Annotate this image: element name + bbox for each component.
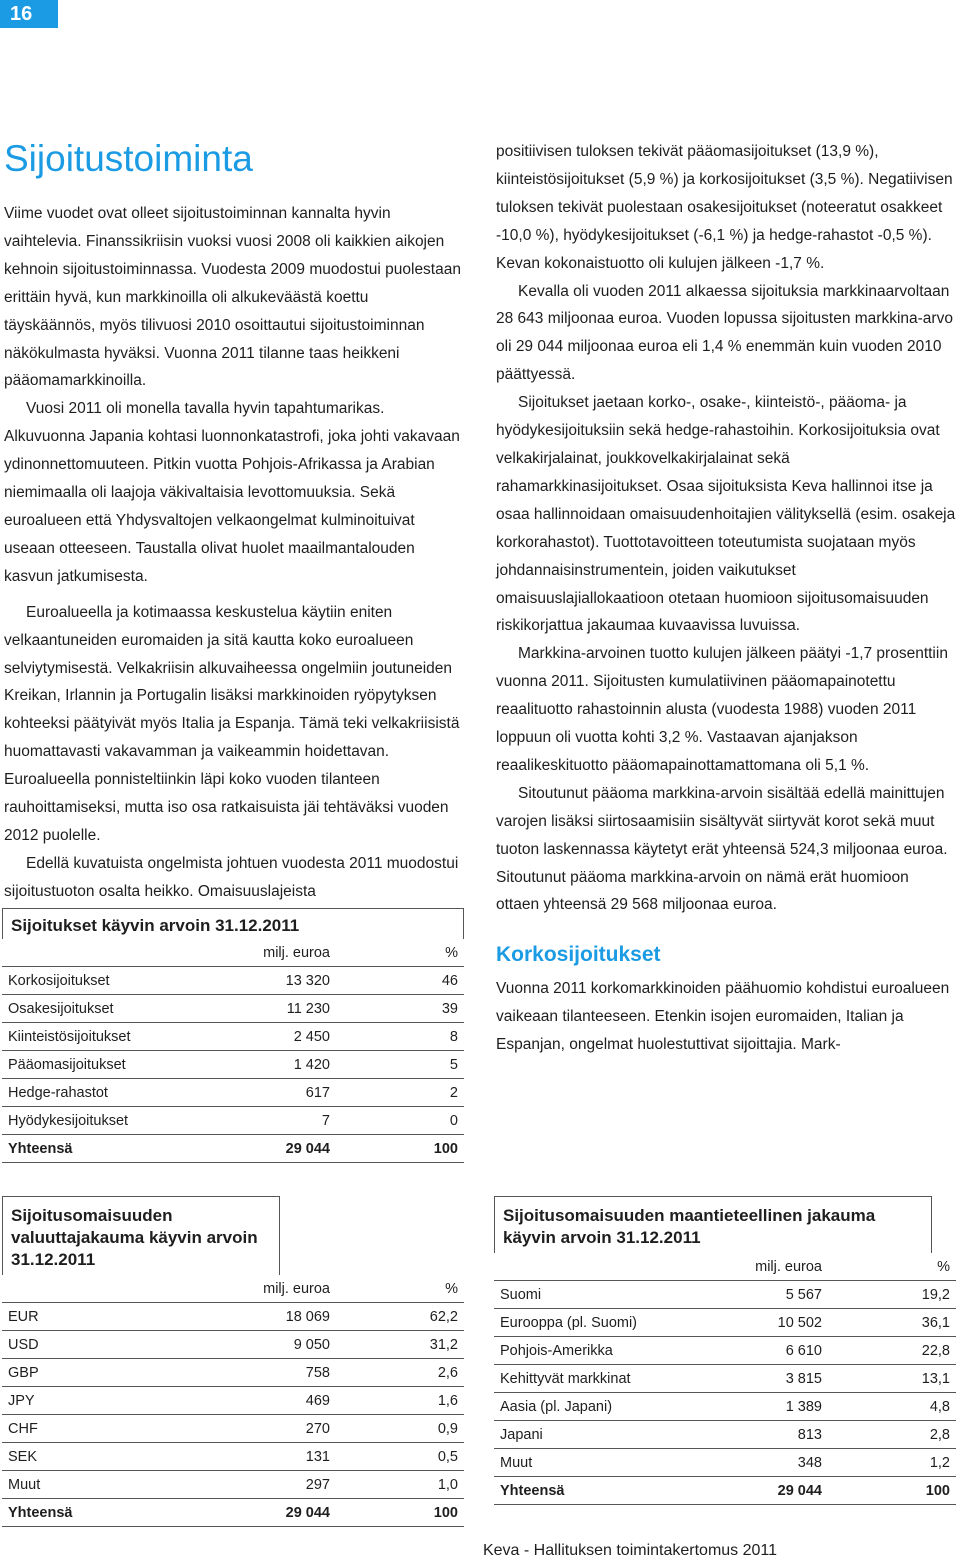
cell-pct: 2,8	[828, 1421, 956, 1449]
table-row	[2, 995, 464, 1023]
cell-label: EUR	[2, 1303, 204, 1331]
right-paragraph: Sijoitukset jaetaan korko-, osake-, kiinteistö-, pääoma- ja hyödykesijoituksiin sekä hedge-rahastoihin. Korkosijoituksia ovat velkakirjalainat, joukkovelkakirjalainat sekä rahamarkkinasijoitukset. Osaa sijoituksista Keva hallinnoi itse ja osaa hallinnoidaan omaisuudenhoitajien välityksellä (esim. osakeja korkorahastot). Tuottotavoitteen toteutumista suojataan myös johdannaisinstrumentein, joiden vaikutukset omaisuuslajiallokaatioon otetaan huomioon sijoitusomaisuuden riskikorjattua jakaumaa kuvaavissa luvuissa.	[496, 394, 956, 635]
cell-value: 29 044	[696, 1477, 828, 1505]
table-row	[2, 1359, 464, 1387]
cell-label: Japani	[494, 1421, 696, 1449]
table-row	[2, 1387, 464, 1415]
cell-value: 6 610	[696, 1337, 828, 1365]
table-row	[2, 967, 464, 995]
table	[2, 939, 464, 1163]
header-cell	[2, 1275, 204, 1303]
footer-text: Keva - Hallituksen toimintakertomus 2011	[482, 1542, 778, 1559]
cell-pct: 2	[336, 1079, 464, 1107]
cell-label: Hyödykesijoitukset	[2, 1107, 204, 1135]
table	[494, 1253, 956, 1505]
header-value: milj. euroa	[696, 1253, 828, 1281]
header-value: milj. euroa	[204, 939, 336, 967]
table-header-row	[494, 1253, 956, 1281]
table-row	[494, 1365, 956, 1393]
cell-value: 10 502	[696, 1309, 828, 1337]
cell-pct: 19,2	[828, 1281, 956, 1309]
cell-label: Kiinteistösijoitukset	[2, 1023, 204, 1051]
cell-value: 813	[696, 1421, 828, 1449]
header-value: milj. euroa	[204, 1275, 336, 1303]
cell-pct: 13,1	[828, 1365, 956, 1393]
table-row	[2, 1415, 464, 1443]
table-title: Sijoitusomaisuuden maantieteellinen jakauma käyvin arvoin 31.12.2011	[494, 1196, 932, 1253]
header-percent: %	[828, 1253, 956, 1281]
right-column	[496, 138, 956, 1059]
table-row	[2, 1443, 464, 1471]
cell-value: 7	[204, 1107, 336, 1135]
table-row	[494, 1337, 956, 1365]
cell-pct: 100	[336, 1499, 464, 1527]
cell-pct: 4,8	[828, 1393, 956, 1421]
table-row	[2, 1079, 464, 1107]
cell-pct: 8	[336, 1023, 464, 1051]
cell-label: Suomi	[494, 1281, 696, 1309]
table-row	[494, 1421, 956, 1449]
cell-value: 13 320	[204, 967, 336, 995]
left-column	[4, 200, 464, 906]
table-total-row	[2, 1135, 464, 1163]
table-title: Sijoitukset käyvin arvoin 31.12.2011	[2, 908, 464, 939]
cell-label: Yhteensä	[2, 1135, 204, 1163]
left-paragraph: Edellä kuvatuista ongelmista johtuen vuodesta 2011 muodostui sijoitustuoton osalta heikko. Omaisuuslajeista	[4, 854, 459, 900]
cell-label: Kehittyvät markkinat	[494, 1365, 696, 1393]
cell-value: 270	[204, 1415, 336, 1443]
geographic-table	[494, 1196, 956, 1505]
cell-label: SEK	[2, 1443, 204, 1471]
right-paragraph: Vuonna 2011 korkomarkkinoiden päähuomio kohdistui euroalueen vaikeaan tilanteeseen. Etenkin isojen euromaiden, Italian ja Espanjan, ongelmat huolestuttivat sijoittajia. Mark-	[496, 980, 950, 1054]
cell-label: Yhteensä	[494, 1477, 696, 1505]
cell-label: Pohjois-Amerikka	[494, 1337, 696, 1365]
cell-label: USD	[2, 1331, 204, 1359]
cell-pct: 2,6	[336, 1359, 464, 1387]
cell-pct: 1,2	[828, 1449, 956, 1477]
table-total-row	[494, 1477, 956, 1505]
cell-pct: 22,8	[828, 1337, 956, 1365]
header-percent: %	[336, 1275, 464, 1303]
table-row	[494, 1309, 956, 1337]
cell-label: Osakesijoitukset	[2, 995, 204, 1023]
table-row	[2, 1303, 464, 1331]
table-row	[494, 1449, 956, 1477]
left-paragraph: Vuosi 2011 oli monella tavalla hyvin tapahtumarikas. Alkuvuonna Japania kohtasi luonnonkatastrofi, joka johti vakavaan ydinonnettomuuteen. Pitkin vuotta Pohjois-Afrikassa ja Arabian niemimaalla oli laajoja väkivaltaisia levottomuuksia. Sekä euroalueen että Yhdysvaltojen velkaongelmat kulminoituivat useaan otteeseen. Taustalla olivat huolet maailmantalouden kasvun jatkumisesta.	[4, 400, 460, 585]
right-paragraph: Markkina-arvoinen tuotto kulujen jälkeen päätyi -1,7 prosenttiin vuonna 2011. Sijoitusten kumulatiivinen pääomapainotettu reaalituotto rahastoinnin alusta (vuodesta 1988) vuoden 2011 loppuun oli vuotta kohti 3,2 %. Vastaavan ajanjakson reaalikeskituotto pääomapainottamattomana oli 5,1 %.	[496, 645, 948, 774]
cell-pct: 0,9	[336, 1415, 464, 1443]
table-header-row	[2, 939, 464, 967]
table-header-row	[2, 1275, 464, 1303]
table-row	[2, 1107, 464, 1135]
cell-pct: 39	[336, 995, 464, 1023]
cell-label: JPY	[2, 1387, 204, 1415]
cell-pct: 1,0	[336, 1471, 464, 1499]
table-row	[2, 1051, 464, 1079]
cell-label: Aasia (pl. Japani)	[494, 1393, 696, 1421]
header-cell	[2, 939, 204, 967]
cell-value: 297	[204, 1471, 336, 1499]
cell-pct: 36,1	[828, 1309, 956, 1337]
cell-value: 3 815	[696, 1365, 828, 1393]
cell-value: 29 044	[204, 1499, 336, 1527]
cell-label: Pääomasijoitukset	[2, 1051, 204, 1079]
page-title: Sijoitustoiminta	[4, 138, 253, 179]
cell-pct: 100	[828, 1477, 956, 1505]
cell-label: Eurooppa (pl. Suomi)	[494, 1309, 696, 1337]
cell-label: Korkosijoitukset	[2, 967, 204, 995]
cell-pct: 0	[336, 1107, 464, 1135]
cell-label: Muut	[494, 1449, 696, 1477]
table-row	[2, 1023, 464, 1051]
cell-label: CHF	[2, 1415, 204, 1443]
page-number: 16	[0, 0, 58, 28]
table	[2, 1275, 464, 1527]
cell-value: 348	[696, 1449, 828, 1477]
table-row	[2, 1471, 464, 1499]
cell-value: 5 567	[696, 1281, 828, 1309]
right-paragraph: Sitoutunut pääoma markkina-arvoin sisältää edellä mainittujen varojen lisäksi siirtosaamisiin sisältyvät siirtyvät korot sekä muut tuoton laskennassa käytetyt erät yhteensä 524,3 miljoonaa euroa. Sitoutunut pääoma markkina-arvoin on nämä erät huomioon ottaen yhteensä 29 568 miljoonaa euroa.	[496, 784, 948, 914]
cell-pct: 1,6	[336, 1387, 464, 1415]
cell-label: Hedge-rahastot	[2, 1079, 204, 1107]
table-row	[494, 1393, 956, 1421]
cell-value: 469	[204, 1387, 336, 1415]
right-paragraph: positiivisen tuloksen tekivät pääomasijoitukset (13,9 %), kiinteistösijoitukset (5,9 %) ja korkosijoitukset (3,5 %). Negatiivisen tuloksen tekivät puolestaan osakesijoitukset (noteeratut osakkeet -10,0 %), hyödykesijoitukset (-6,1 %) ja hedge-rahastot -0,5 %). Kevan kokonaistuotto oli kulujen jälkeen -1,7 %.	[496, 143, 953, 272]
cell-pct: 31,2	[336, 1331, 464, 1359]
table-title: Sijoitusomaisuuden valuuttajakauma käyvin arvoin 31.12.2011	[2, 1196, 280, 1275]
cell-label: GBP	[2, 1359, 204, 1387]
page-footer	[0, 1542, 960, 1560]
cell-value: 2 450	[204, 1023, 336, 1051]
left-paragraph: Viime vuodet ovat olleet sijoitustoiminnan kannalta hyvin vaihtelevia. Finanssikriisin vuoksi vuosi 2008 oli kaikkien aikojen kehnoin sijoitustoiminnassa. Vuodesta 2009 muodostui puolestaan erittäin hyvä, kun markkinoilla oli alkukeväästä koettu täyskäännös, myös tilivuosi 2010 osoittautui sijoitustoiminnan näkökulmasta hyväksi. Vuonna 2011 tilanne taas heikkeni pääomamarkkinoilla.	[4, 205, 461, 390]
cell-pct: 62,2	[336, 1303, 464, 1331]
header-percent: %	[336, 939, 464, 967]
section-heading: Korkosijoitukset	[496, 943, 661, 967]
table-row	[2, 1331, 464, 1359]
cell-pct: 46	[336, 967, 464, 995]
table-total-row	[2, 1499, 464, 1527]
cell-value: 617	[204, 1079, 336, 1107]
cell-value: 29 044	[204, 1135, 336, 1163]
cell-pct: 0,5	[336, 1443, 464, 1471]
cell-value: 1 420	[204, 1051, 336, 1079]
cell-label: Yhteensä	[2, 1499, 204, 1527]
header-cell	[494, 1253, 696, 1281]
cell-value: 11 230	[204, 995, 336, 1023]
table-row	[494, 1281, 956, 1309]
currency-table	[2, 1196, 464, 1527]
cell-value: 758	[204, 1359, 336, 1387]
cell-value: 9 050	[204, 1331, 336, 1359]
cell-value: 131	[204, 1443, 336, 1471]
cell-value: 1 389	[696, 1393, 828, 1421]
cell-pct: 100	[336, 1135, 464, 1163]
cell-pct: 5	[336, 1051, 464, 1079]
cell-value: 18 069	[204, 1303, 336, 1331]
cell-label: Muut	[2, 1471, 204, 1499]
left-paragraph: Euroalueella ja kotimaassa keskustelua käytiin eniten velkaantuneiden euromaiden ja sitä kautta koko euroalueen selviytymisestä. Velkakriisin alkuvaiheessa ongelmiin joutuneiden Kreikan, Irlannin ja Portugalin lisäksi markkinoiden ryöpytyksen kohteeksi päätyivät myös Italia ja Espanja. Tämä teki velkakriisistä huomattavasti vakavamman ja vaikeammin hoidettavan. Euroalueella ponnisteltiinkin läpi koko vuoden tilanteen rauhoittamiseksi, mutta iso osa ratkaisuista jäi tehtäväksi vuoden 2012 puolelle.	[4, 603, 460, 844]
investments-table	[2, 908, 464, 1164]
right-paragraph: Kevalla oli vuoden 2011 alkaessa sijoituksia markkinaarvoltaan 28 643 miljoonaa euroa. Vuoden lopussa sijoitusten markkina-arvo oli 29 044 miljoonaa euroa eli 1,4 % enemmän kuin vuoden 2010 päättyessä.	[496, 282, 953, 384]
